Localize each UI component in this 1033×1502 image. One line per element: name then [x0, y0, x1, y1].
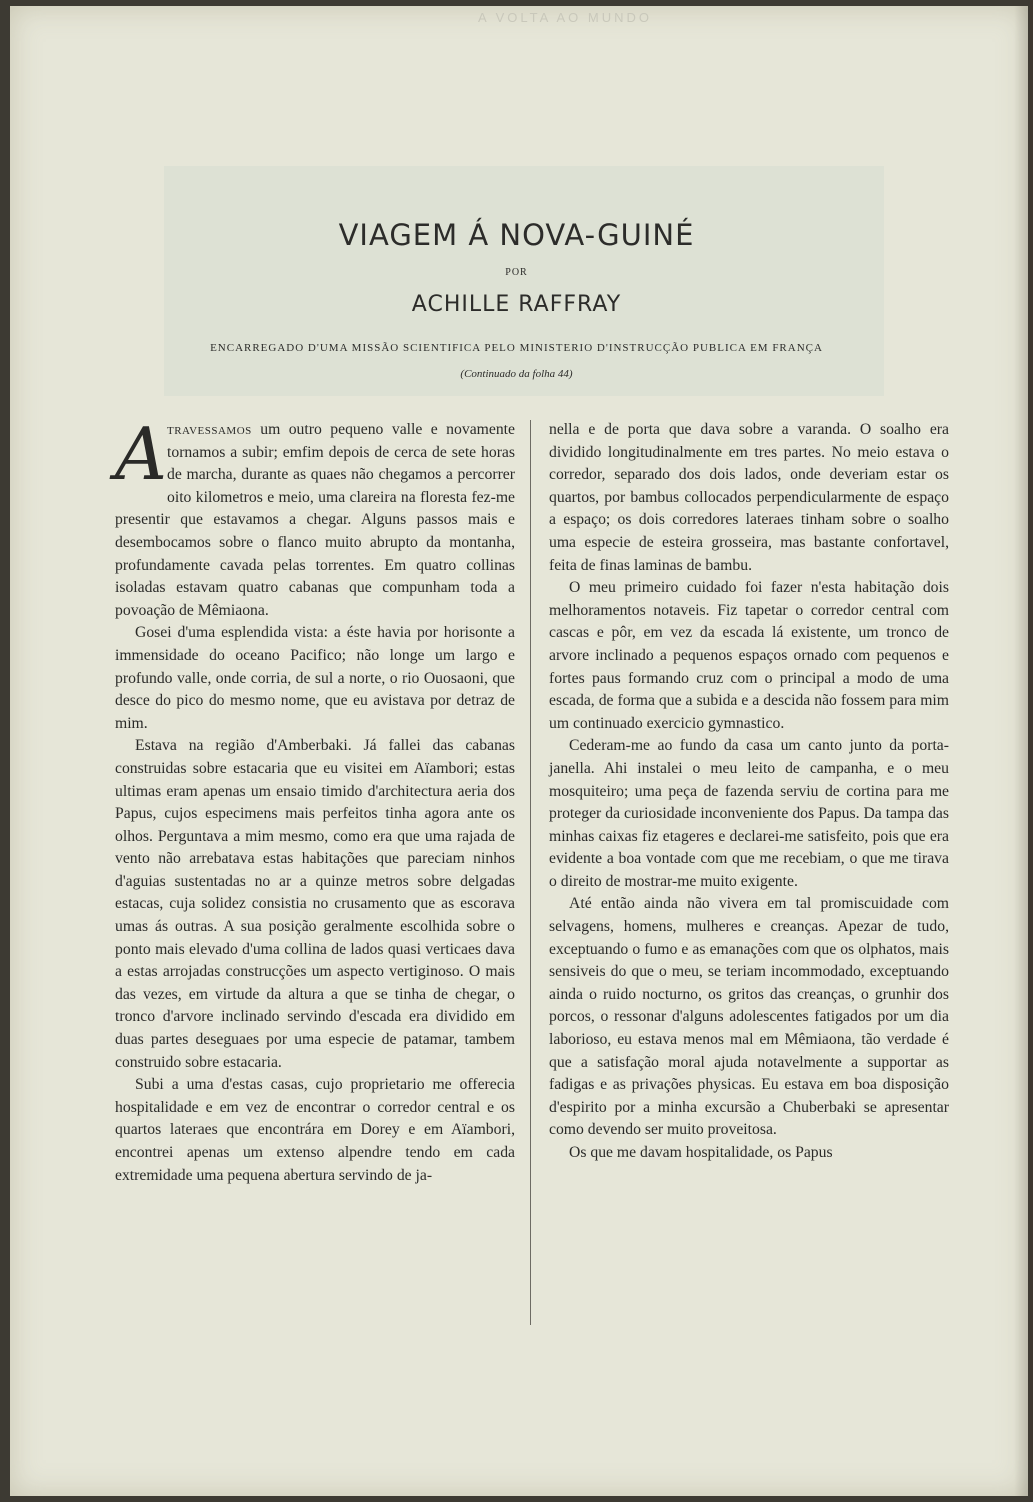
paragraph: Subi a uma d'estas casas, cujo proprietario me offerecia hospitalidade e em vez de encontrar o corredor central e os quartos lateraes que encontrára em Dorey e em Aïambori, encontrei apenas um extenso alpendre tendo em cada extremidade uma pequena abertura servindo de ja- [115, 1076, 515, 1184]
paragraph: Até então ainda não vivera em tal promiscuidade com selvagens, homens, mulheres e creanças. Apezar de tudo, exceptuando o fumo e as emanações com que os olphatos, mais sensiveis do que o meu, se teriam incommodado, exceptuando ainda o ruido nocturno, os gritos das creanças, o grunhir dos porcos, o ressonar d'alguns adolescentes fatigados por um dia laborioso, eu estava menos mal em Mêmiaona, tão verdade é que a satisfação moral ajuda notavelmente a supportar as fadigas e as privações physicas. Eu estava em boa disposição d'espirito por a minha excursão a Chuberbaki se apresentar como devendo ser muito proveitosa. [549, 895, 949, 1139]
right-column [549, 419, 949, 1165]
byline-por: POR [505, 267, 528, 278]
paragraph: O meu primeiro cuidado foi fazer n'esta habitação dois melhoramentos notaveis. Fiz tapetar o corredor central com cascas e pôr, em vez da escada lá existente, um tronco de arvore inclinado a pequenos espaços ornado com pequenos e fortes paus formando cruz com o principal a modo de uma escada, de forma que a subida e a descida não fossem para mim um continuado exercicio gymnastico. [549, 579, 949, 732]
paragraph [115, 412, 515, 622]
header-panel [164, 166, 884, 396]
opening-word: travessamos [167, 421, 252, 438]
left-column [115, 412, 515, 1187]
author-affiliation: ENCARREGADO D'UMA MISSÃO SCIENTIFICA PELO MINISTERIO D'INSTRUCÇÃO PUBLICA EM FRANÇA [210, 342, 823, 354]
paragraph: Cederam-me ao fundo da casa um canto junto da porta-janella. Ahi instalei o meu leito de campanha, e o meu mosquiteiro; uma peça de fazenda serviu de cortina para me proteger da curiosidade inconveniente dos Papus. Da tampa das minhas caixas fiz etageres e declarei-me satisfeito, pois que era evidente a boa vontade com que me recebiam, o que me tirava o direito de mostrar-me muito exigente. [549, 737, 949, 890]
continuation-note: (Continuado da folha 44) [460, 368, 573, 380]
paragraph-text: um outro pequeno valle e novamente tornamos a subir; emfim depois de cerca de sete horas de marcha, durante as quaes não chegamos a percorrer oito kilometros e meio, uma clareira na floresta fez-me presentir que estavamos a chegar. Alguns passos mais e desembocamos sobre o flanco muito abrupto da montanha, profundamente cavada pelas torrentes. Em quatro collinas isoladas estavam quatro cabanas que compunham toda a povoação de Mêmiaona. [115, 421, 515, 619]
article-title: VIAGEM Á NOVA-GUINÉ [338, 218, 695, 252]
paragraph: Os que me davam hospitalidade, os Papus [569, 1144, 833, 1161]
paragraph: nella e de porta que dava sobre a varanda. O soalho era dividido longitudinalmente em tres partes. No meio estava o corredor, separado dos dois lados, onde deveriam estar os quartos, por bambus collocados perpendicularmente de espaço a espaço; os dois corredores lateraes tinham sobre o soalho uma especie de esteira grosseira, mas bastante confortavel, feita de finas laminas de bambu. [549, 421, 949, 574]
show-through-running-title: A VOLTA AO MUNDO [478, 10, 652, 25]
author-name: ACHILLE RAFFRAY [411, 292, 622, 317]
paragraph: Gosei d'uma esplendida vista: a éste havia por horisonte a immensidade do oceano Pacifico; não longe um largo e profundo valle, onde corria, de sul a norte, o rio Ouosaoni, que desce do pico do mesmo nome, que eu avistava por detraz de mim. [115, 624, 515, 732]
column-divider [530, 420, 531, 1325]
paragraph: Estava na região d'Amberbaki. Já fallei das cabanas construidas sobre estacaria que eu visitei em Aïambori; estas ultimas eram apenas um ensaio timido d'architectura aeria dos Papus, cujos especimens mais perfeitos tinha agora ante os olhos. Perguntava a mim mesmo, como era que uma rajada de vento não arrebatava estas habitações que pareciam ninhos d'aguias sustentadas no ar a quinze metros sobre delgadas estacas, cuja solidez consistia no crusamento que as escorava umas ás outras. A sua posição geralmente escolhida sobre o ponto mais elevado d'uma collina de lados quasi verticaes dava a estas arrojadas construcções um aspecto vertiginoso. O mais das vezes, em virtude da altura a que se tinha de chegar, o tronco d'arvore inclinado servindo d'escada era dividido em duas partes deseguaes por uma especie de patamar, tambem construido sobre estacaria. [115, 737, 515, 1071]
drop-cap: A [115, 412, 167, 496]
